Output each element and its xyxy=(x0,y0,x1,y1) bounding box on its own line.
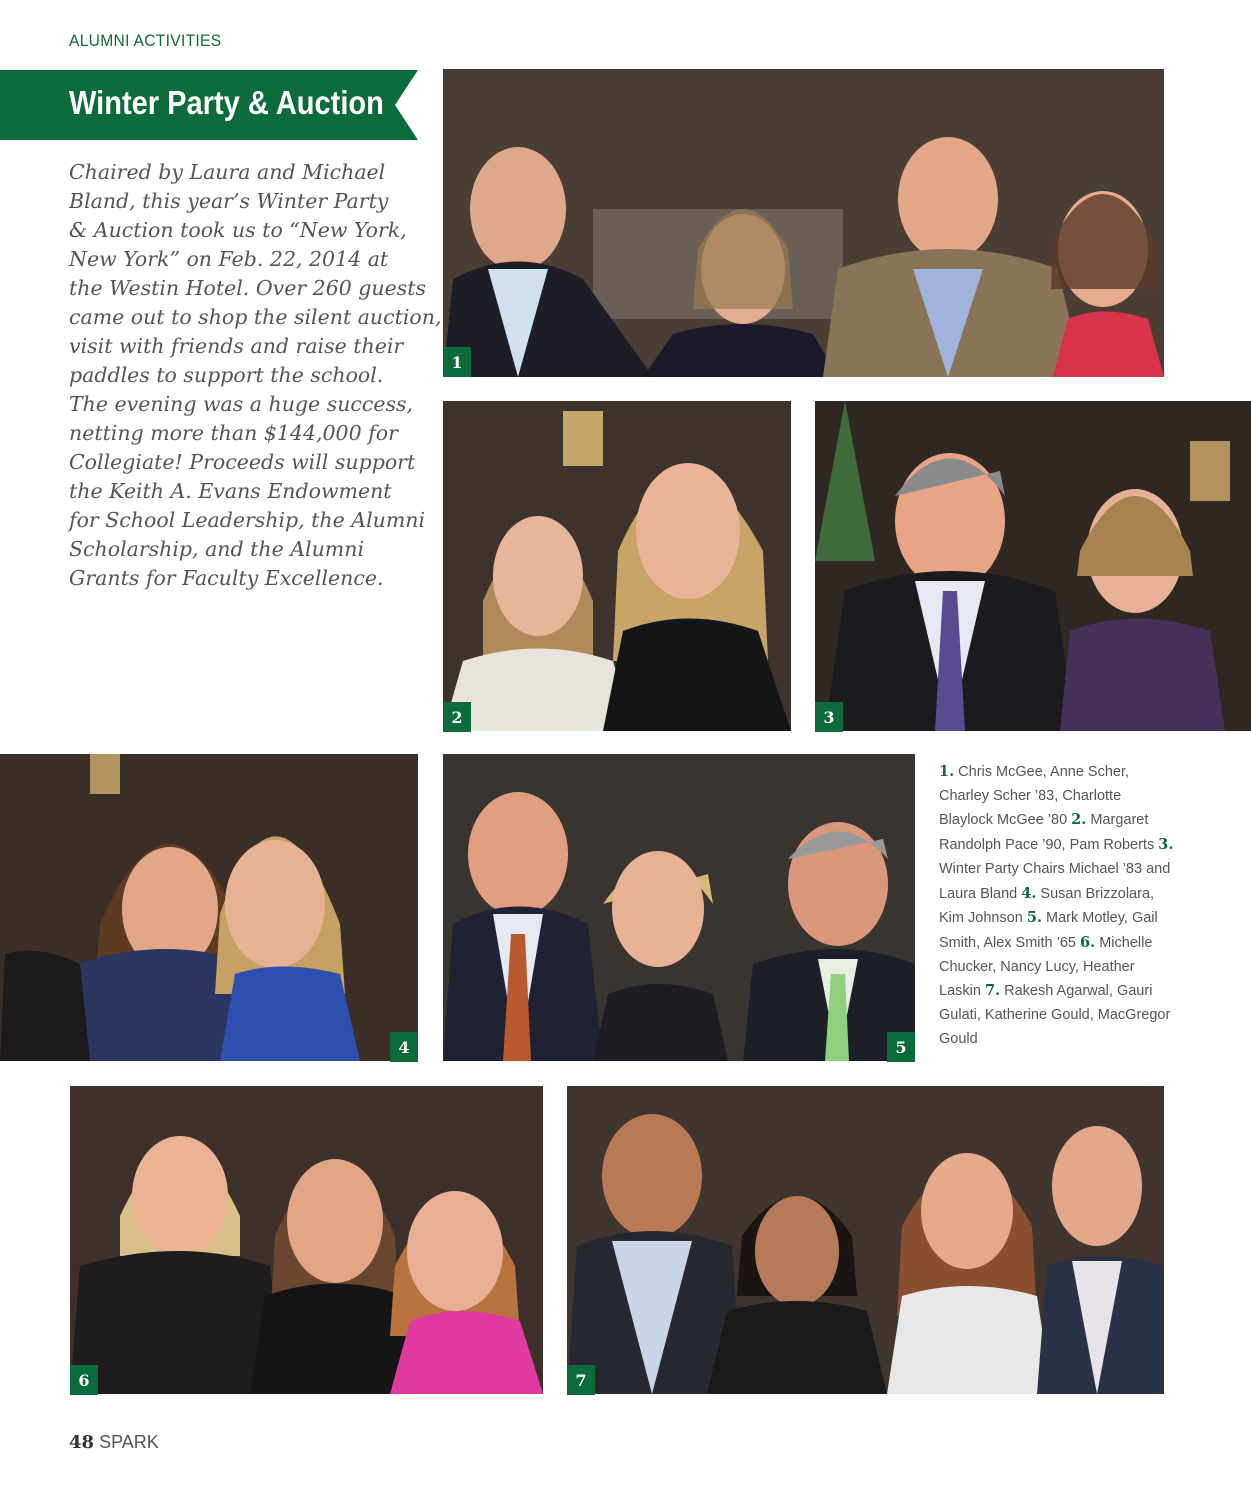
intro-line: for School Leadership, the Alumni xyxy=(69,508,426,532)
page-footer xyxy=(69,1432,159,1453)
page-number: 48 xyxy=(69,1432,95,1453)
caption-text: Michelle xyxy=(1099,934,1153,951)
intro-line: Grants for Faculty Excellence. xyxy=(69,566,384,590)
photo-3 xyxy=(815,401,1251,731)
photo-captions xyxy=(939,760,1179,1051)
caption-line xyxy=(939,760,1179,785)
intro-line: came out to shop the silent auction, xyxy=(69,305,442,329)
caption-line: Gulati, Katherine Gould, MacGregor xyxy=(939,1007,1171,1024)
intro-line: Chaired by Laura and Michael xyxy=(69,160,386,184)
caption-text: Chris McGee, Anne Scher, xyxy=(958,764,1130,780)
intro-line: The evening was a huge success, xyxy=(69,392,414,416)
caption-number: 4. xyxy=(1021,884,1037,902)
caption-text: Rakesh Agarwal, Gauri xyxy=(1004,983,1153,1000)
caption-line xyxy=(939,979,1179,1004)
intro-line: paddles to support the school. xyxy=(69,363,384,387)
caption-text: Smith, Alex Smith ’65 xyxy=(939,934,1076,951)
photo-1 xyxy=(443,69,1164,377)
caption-number: 5. xyxy=(1026,909,1042,927)
photo-5 xyxy=(443,754,915,1061)
intro-line: & Auction took us to “New York, xyxy=(69,218,407,242)
intro-line: Scholarship, and the Alumni xyxy=(69,537,364,561)
intro-paragraph xyxy=(69,158,442,593)
intro-line: the Keith A. Evans Endowment xyxy=(69,479,392,503)
section-label: ALUMNI ACTIVITIES xyxy=(69,31,222,50)
caption-text: Kim Johnson xyxy=(939,910,1023,927)
caption-text: Mark Motley, Gail xyxy=(1046,910,1158,927)
caption-line: Winter Party Chairs Michael ’83 and xyxy=(939,860,1171,877)
photo-number-2: 2 xyxy=(443,702,471,732)
caption-number: 7. xyxy=(984,982,1001,1000)
photo-6 xyxy=(70,1086,543,1394)
caption-text: Laura Bland xyxy=(939,885,1018,902)
caption-text: Margaret xyxy=(1090,812,1149,829)
caption-number: 1. xyxy=(939,763,955,780)
caption-text: Randolph Pace ’90, Pam Roberts xyxy=(939,837,1155,854)
intro-line: Bland, this year’s Winter Party xyxy=(69,189,389,213)
photo-number-7: 7 xyxy=(567,1365,595,1395)
caption-text: Blaylock McGee ’80 xyxy=(939,812,1068,829)
caption-number: 2. xyxy=(1071,811,1087,829)
caption-line xyxy=(939,808,1179,833)
intro-line: Collegiate! Proceeds will support xyxy=(69,450,416,474)
intro-line: visit with friends and raise their xyxy=(69,334,404,358)
photo-4 xyxy=(0,754,418,1061)
photo-number-3: 3 xyxy=(815,702,843,732)
photo-number-5: 5 xyxy=(887,1032,915,1062)
intro-line: New York” on Feb. 22, 2014 at xyxy=(69,247,389,271)
photo-2 xyxy=(443,401,791,731)
caption-line: Charley Scher ’83, Charlotte xyxy=(939,787,1122,804)
caption-line: Gould xyxy=(939,1030,978,1047)
caption-line xyxy=(939,931,1179,956)
photo-number-6: 6 xyxy=(70,1365,98,1395)
caption-line: Chucker, Nancy Lucy, Heather xyxy=(939,958,1135,975)
caption-text: Laskin xyxy=(939,983,981,1000)
intro-line: the Westin Hotel. Over 260 guests xyxy=(69,276,427,300)
photo-7 xyxy=(567,1086,1164,1394)
caption-text: Susan Brizzolara, xyxy=(1040,885,1155,902)
intro-line: netting more than $144,000 for xyxy=(69,421,398,445)
photo-number-1: 1 xyxy=(443,347,471,377)
caption-line xyxy=(939,833,1179,858)
caption-line xyxy=(939,882,1179,907)
photo-number-4: 4 xyxy=(390,1032,418,1062)
caption-line xyxy=(939,906,1179,931)
publication-name: SPARK xyxy=(99,1432,159,1452)
caption-number: 6. xyxy=(1080,933,1096,951)
page-title: Winter Party & Auction xyxy=(69,84,384,121)
caption-number: 3. xyxy=(1158,836,1174,854)
